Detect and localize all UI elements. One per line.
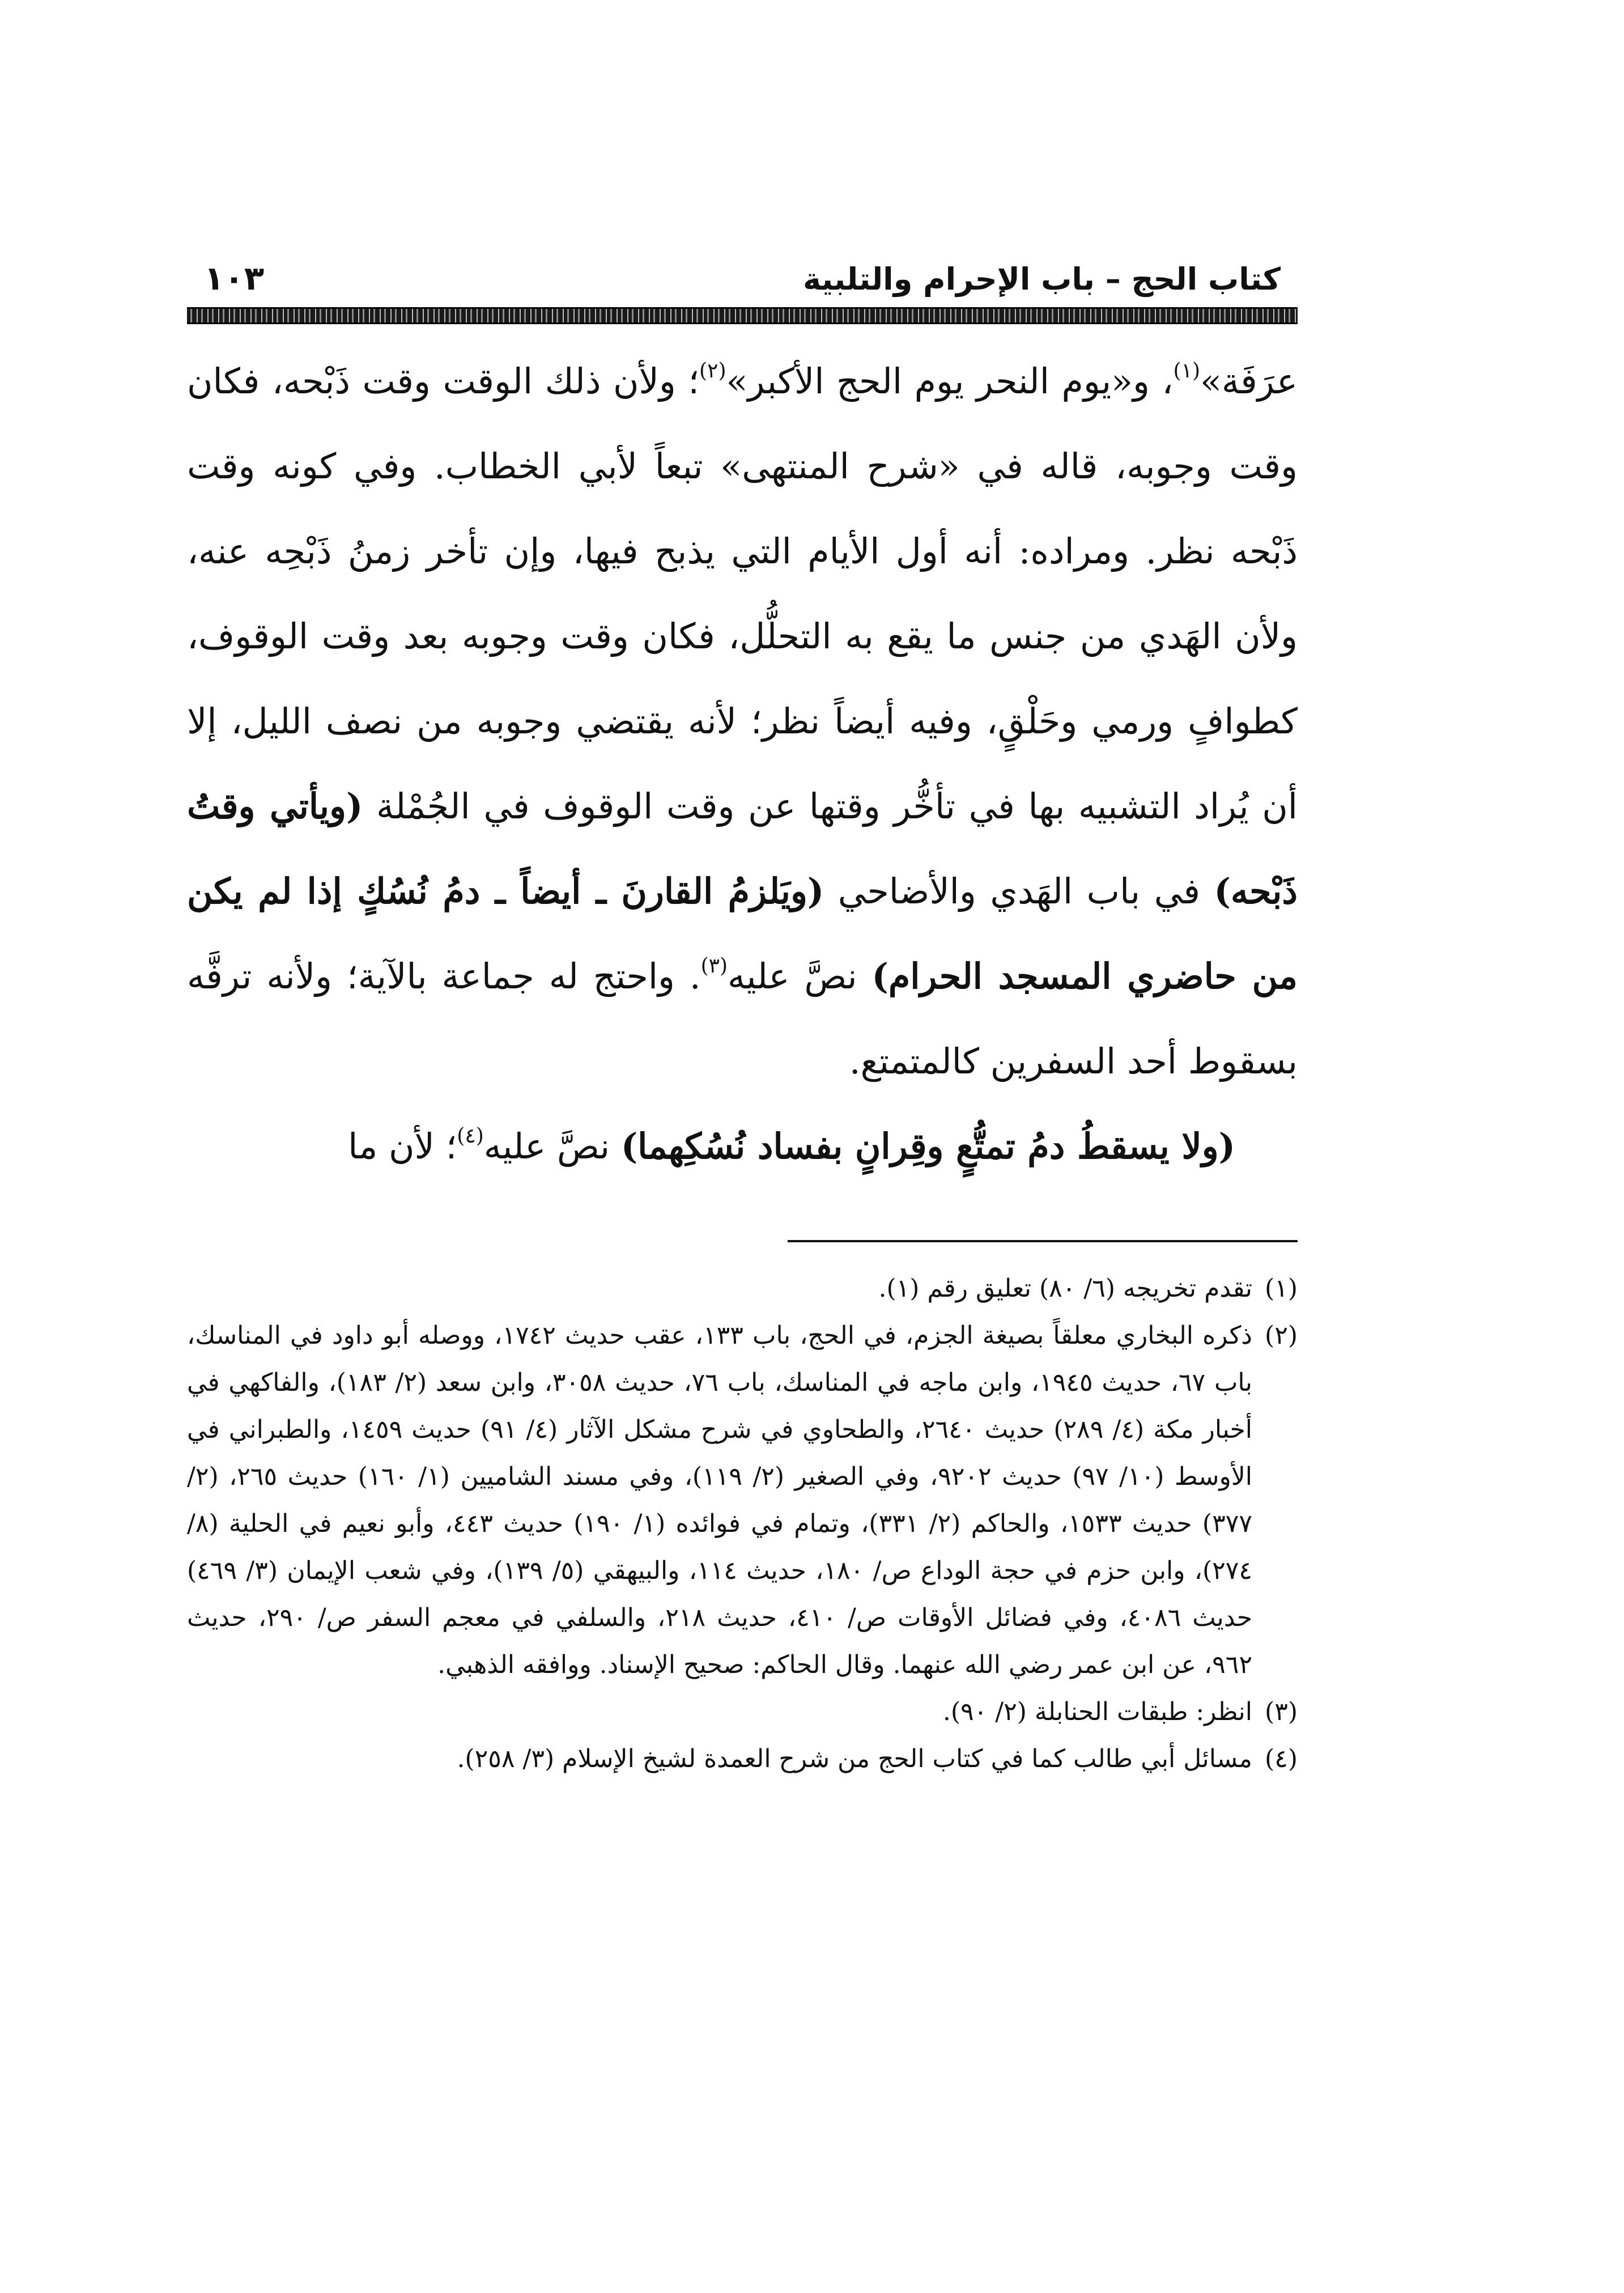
paragraph-1 <box>187 339 1298 1104</box>
footnote-ref-2[interactable]: (٢) <box>699 359 726 383</box>
chapter-title: كتاب الحج – باب الإحرام والتلبية <box>802 261 1281 297</box>
matn-text: (ويأتي وقتُ ذَبْحه) <box>187 785 1298 912</box>
book-page <box>187 238 1298 1782</box>
footnote-text: انظر: طبقات الحنابلة (٢/ ٩٠). <box>942 1697 1252 1726</box>
footnote-item <box>187 1735 1298 1782</box>
footnote-text: تقدم تخريجه (٦/ ٨٠) تعليق رقم (١). <box>878 1274 1252 1303</box>
text-run: ، و«يوم النحر يوم الحج الأكبر» <box>726 360 1174 402</box>
footnote-number: (٢) <box>1265 1321 1298 1350</box>
text-run: نصَّ عليه <box>728 956 872 997</box>
matn-text: (ولا يسقطُ دمُ تمتُّعٍ وقِرانٍ بفساد نُسُكِهما) <box>620 1126 1235 1167</box>
page-number: ١٠٣ <box>204 259 265 298</box>
footnote-item <box>187 1265 1298 1312</box>
footnote-item <box>187 1312 1298 1688</box>
footnote-ref-1[interactable]: (١) <box>1173 359 1200 383</box>
footnote-separator <box>788 1240 1298 1242</box>
footnote-ref-4[interactable]: (٤) <box>457 1124 484 1148</box>
text-run: ؛ لأن ما <box>348 1126 457 1167</box>
running-header <box>187 238 1298 298</box>
main-text <box>187 339 1298 1189</box>
text-run: عرَفَة» <box>1200 360 1298 402</box>
footnote-text: مسائل أبي طالب كما في كتاب الحج من شرح العمدة لشيخ الإسلام (٣/ ٢٥٨). <box>457 1744 1252 1773</box>
text-run: ؛ ولأن ذلك الوقت وقت ذَبْحه، فكان وقت وجوبه، قاله في «شرح المنتهى» تبعاً لأبي الخطاب. وفي كونه وقت ذَبْحه نظر. ومراده: أنه أول الأيام التي يذبح فيها، وإن تأخر زمنُ ذَبْحِه عنه، ولأن الهَدي من جنس ما يقع به التحلُّل، فكان وقت وجوبه بعد وقت الوقوف، كطوافٍ ورمي وحَلْقٍ، وفيه أيضاً نظر؛ لأنه يقتضي وجوبه من نصف الليل، إلا أن يُراد التشبيه بها في تأخُّر وقتها عن وقت الوقوف في الجُمْلة <box>187 360 1298 827</box>
footnote-text: ذكره البخاري معلقاً بصيغة الجزم، في الحج، باب ١٣٣، عقب حديث ١٧٤٢، ووصله أبو داود في المناسك، باب ٦٧، حديث ١٩٤٥، وابن ماجه في المناسك، باب ٧٦، حديث ٣٠٥٨، وابن سعد (٢/ ١٨٣)، والفاكهي في أخبار مكة (٤/ ٢٨٩) حديث ٢٦٤٠، والطحاوي في شرح مشكل الآثار (٤/ ٩١) حديث ١٤٥٩، والطبراني في الأوسط (١٠/ ٩٧) حديث ٩٢٠٢، وفي الصغير (٢/ ١١٩)، وفي مسند الشاميين (١/ ١٦٠) حديث ٢٦٥، (٢/ ٣٧٧) حديث ١٥٣٣، والحاكم (٢/ ٣٣١)، وتمام في فوائده (١/ ١٩٠) حديث ٤٤٣، وأبو نعيم في الحلية (٨/ ٢٧٤)، وابن حزم في حجة الوداع ص/ ١٨٠، حديث ١١٤، والبيهقي (٥/ ١٣٩)، وفي شعب الإيمان (٣/ ٤٦٩) حديث ٤٠٨٦، وفي فضائل الأوقات ص/ ٤١٠، حديث ٢١٨، والسلفي في معجم السفر ص/ ٢٩٠، حديث ٩٦٢، عن ابن عمر رضي الله عنهما. وقال الحاكم: صحيح الإسناد. ووافقه الذهبي. <box>187 1321 1253 1679</box>
text-run: نصَّ عليه <box>483 1126 621 1167</box>
paragraph-2 <box>187 1104 1298 1189</box>
footnote-item <box>187 1688 1298 1735</box>
text-run: . واحتج له جماعة بالآية؛ ولأنه ترفَّه بسقوط أحد السفرين كالمتمتع. <box>187 956 1298 1082</box>
footnote-ref-3[interactable]: (٣) <box>700 954 728 978</box>
text-run: في باب الهَدي والأضاحي <box>824 871 1214 912</box>
matn-text: (ويَلزمُ القارنَ ـ أيضاً ـ دمُ نُسُكٍ إذا لم يكن من حاضري المسجد الحرام) <box>187 871 1298 997</box>
header-rule <box>187 307 1298 324</box>
footnote-number: (٤) <box>1265 1744 1298 1773</box>
footnote-number: (٣) <box>1265 1697 1298 1726</box>
footnote-number: (١) <box>1265 1274 1298 1303</box>
footnotes <box>187 1265 1298 1782</box>
